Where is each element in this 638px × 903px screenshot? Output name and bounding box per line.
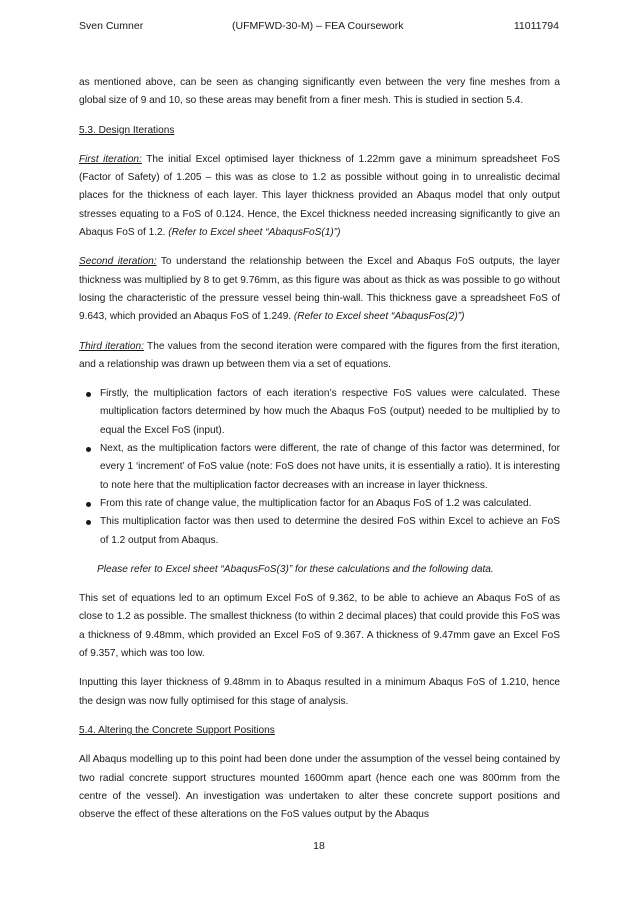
first-iteration-text: The initial Excel optimised layer thickness of 1.22mm gave a minimum spreadsheet FoS (Factor of Safety) of 1.205 – this was as close to 1.2 as possible without going in to unrealistic decimal places for the thickness of each layer. This layer thickness provided an Abaqus model that only output stresses equating to a FoS of 0.124. Hence, the Excel thickness needed increasing significantly to give an Abaqus FoS of 1.2. — [79, 153, 561, 239]
list-item — [79, 440, 560, 495]
method-bullet-list — [79, 385, 560, 550]
bullet-icon — [86, 392, 91, 397]
page-number: 18 — [313, 840, 325, 852]
third-iteration-label: Third iteration: — [79, 340, 144, 352]
support-positions-paragraph: All Abaqus modelling up to this point had been done under the assumption of the vessel being contained by two radial concrete support structures mounted 1600mm apart (hence each one was 800mm from the centre of the vessel). An investigation was undertaken to alter these concrete support positions and observe the effect of these alterations on the FoS values output by the Abaqus — [79, 754, 560, 821]
bullet-icon — [86, 520, 91, 525]
second-iteration-ref: (Refer to Excel sheet “AbaqusFos(2)”) — [293, 311, 465, 323]
list-item — [79, 495, 560, 513]
page-body — [79, 74, 560, 835]
bullet-text: Next, as the multiplication factors were different, the rate of change of this factor was determined, for every 1 ‘increment’ of FoS value (note: FoS does not have units, it is essentially a ratio). It is interesting to note here that the multiplication factor decreases with an increase in layer thickness. — [100, 443, 560, 491]
first-iteration-ref: (Refer to Excel sheet “AbaqusFoS(1)”) — [168, 227, 341, 239]
intro-paragraph: as mentioned above, can be seen as changing significantly even between the very fine meshes from a global size of 9 and 10, so these areas may benefit from a finer mesh. This is studied in section 5.4. — [79, 77, 560, 107]
excel-reference-note: Please refer to Excel sheet “AbaqusFoS(3)” for these calculations and the following data. — [97, 563, 494, 575]
first-iteration-label: First iteration: — [79, 153, 142, 165]
page-header — [79, 18, 559, 34]
bullet-icon — [86, 502, 91, 507]
final-paragraph: Inputting this layer thickness of 9.48mm in to Abaqus resulted in a minimum Abaqus FoS of 1.210, hence the design was now fully optimised for this stage of analysis. — [79, 677, 560, 707]
section-heading-5-4: 5.4. Altering the Concrete Support Positions — [79, 724, 275, 736]
bullet-icon — [86, 447, 91, 452]
header-module: (UFMFWD-30-M) – FEA Coursework — [232, 20, 404, 32]
second-iteration-label: Second iteration: — [79, 256, 157, 268]
first-iteration-paragraph — [79, 151, 560, 242]
header-author: Sven Cumner — [79, 20, 144, 32]
result-paragraph: This set of equations led to an optimum Excel FoS of 9.362, to be able to achieve an Abaqus FoS of as close to 1.2 as possible. The smallest thickness (to within 2 decimal places) that could provide this FoS was a thickness of 9.48mm, which provided an Excel FoS of 9.367. A thickness of 9.47mm gave an Excel FoS of 9.357, which was too low. — [79, 593, 560, 660]
second-iteration-text: To understand the relationship between the Excel and Abaqus FoS outputs, the layer thickness was multiplied by 8 to get 9.76mm, as this figure was about as thick as was possible to go without losing the characteristic of the pressure vessel being thin-wall. This thickness gave a spreadsheet FoS of 9.643, which provided an Abaqus FoS of 1.249. — [79, 256, 560, 323]
third-iteration-paragraph — [79, 338, 560, 375]
bullet-text: This multiplication factor was then used to determine the desired FoS within Excel to achieve an FoS of 1.2 output from Abaqus. — [100, 516, 560, 546]
second-iteration-paragraph — [79, 253, 560, 326]
list-item — [79, 513, 560, 550]
section-heading-5-3: 5.3. Design Iterations — [79, 124, 175, 136]
header-student-id: 11011794 — [513, 20, 559, 32]
bullet-text: Firstly, the multiplication factors of each iteration’s respective FoS values were calculated. These multiplication factors determined by how much the Abaqus FoS (output) needed to be multiplied by to equal the Excel FoS (input). — [100, 388, 560, 436]
bullet-text: From this rate of change value, the multiplication factor for an Abaqus FoS of 1.2 was calculated. — [100, 497, 532, 509]
list-item — [79, 385, 560, 440]
third-iteration-text: The values from the second iteration were compared with the figures from the first iteration, and a relationship was drawn up between them via a set of equations. — [79, 340, 560, 370]
